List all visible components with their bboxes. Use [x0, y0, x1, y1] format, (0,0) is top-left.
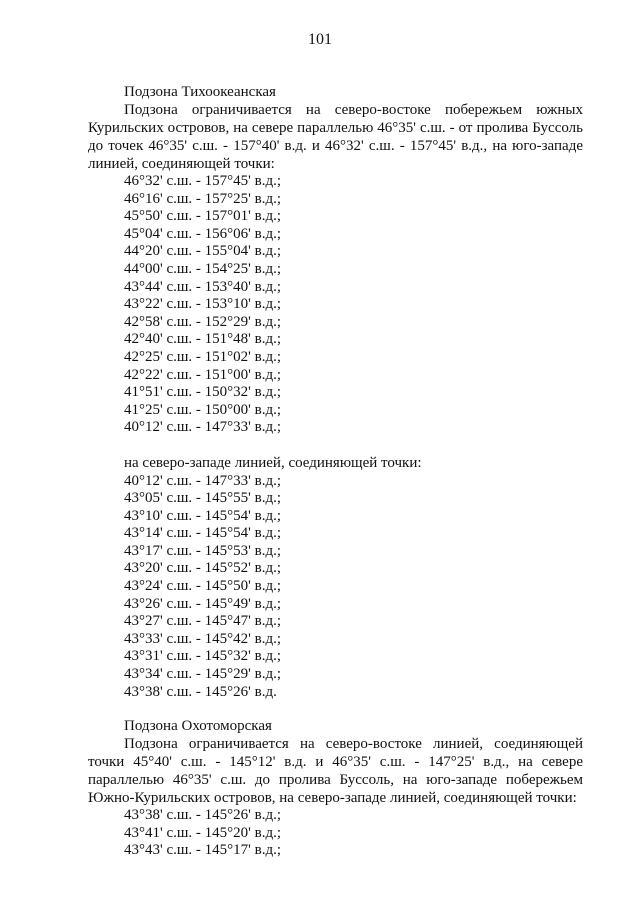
coordinate-line: 43°44' с.ш. - 153°40' в.д.; [124, 278, 281, 295]
coordinate-line: 43°22' с.ш. - 153°10' в.д.; [124, 296, 281, 313]
coordinate-list-northwest [88, 473, 583, 702]
coordinate-list-northwest [88, 807, 583, 860]
section-heading: Подзона Тихоокеанская [124, 84, 276, 100]
coordinate-line: 46°16' с.ш. - 157°25' в.д.; [124, 190, 281, 207]
coordinate-line: 43°10' с.ш. - 145°54' в.д.; [124, 507, 281, 524]
coordinate-line: 42°40' с.ш. - 151°48' в.д.; [124, 331, 281, 348]
coordinate-line: 43°41' с.ш. - 145°20' в.д.; [124, 824, 281, 841]
coordinate-line: 43°14' с.ш. - 145°54' в.д.; [124, 525, 281, 542]
coordinate-line: 43°43' с.ш. - 145°17' в.д.; [124, 842, 281, 859]
section-pacific [88, 84, 583, 701]
coordinate-line: 42°22' с.ш. - 151°00' в.д.; [124, 366, 281, 383]
coordinate-list-southwest [88, 173, 583, 437]
coordinate-line: 41°51' с.ш. - 150°32' в.д.; [124, 384, 281, 401]
document-body [88, 84, 583, 860]
section-okhotsk [88, 718, 583, 860]
coordinate-line: 45°04' с.ш. - 156°06' в.д.; [124, 225, 281, 242]
section-heading: Подзона Охотоморская [124, 718, 272, 735]
northwest-intro-line: на северо-западе линией, соединяющей точки: [124, 454, 422, 471]
coordinate-line: 43°38' с.ш. - 145°26' в.д. [124, 683, 277, 700]
coordinate-line: 40°12' с.ш. - 147°33' в.д.; [124, 472, 281, 489]
coordinate-line: 43°31' с.ш. - 145°32' в.д.; [124, 648, 281, 665]
coordinate-line: 44°20' с.ш. - 155°04' в.д.; [124, 243, 281, 260]
section-intro-paragraph: Подзона ограничивается на северо-востоке побережьем южных Курильских островов, на севере параллелью 46°35' с.ш. - от пролива Буссоль до точек 46°35' с.ш. - 157°40' в.д. и 46°32' с.ш. - 157°45' в.д., на юго-западе линией, соединяющей точки: [88, 102, 583, 172]
page-number: 101 [308, 31, 332, 48]
coordinate-line: 44°00' с.ш. - 154°25' в.д.; [124, 260, 281, 277]
coordinate-line: 43°24' с.ш. - 145°50' в.д.; [124, 578, 281, 595]
coordinate-line: 42°58' с.ш. - 152°29' в.д.; [124, 313, 281, 330]
coordinate-line: 43°34' с.ш. - 145°29' в.д.; [124, 666, 281, 683]
coordinate-line: 43°17' с.ш. - 145°53' в.д.; [124, 542, 281, 559]
coordinate-line: 43°20' с.ш. - 145°52' в.д.; [124, 560, 281, 577]
coordinate-line: 45°50' с.ш. - 157°01' в.д.; [124, 208, 281, 225]
coordinate-line: 42°25' с.ш. - 151°02' в.д.; [124, 348, 281, 365]
coordinate-line: 41°25' с.ш. - 150°00' в.д.; [124, 401, 281, 418]
coordinate-line: 43°38' с.ш. - 145°26' в.д.; [124, 807, 281, 824]
coordinate-line: 43°26' с.ш. - 145°49' в.д.; [124, 595, 281, 612]
coordinate-line: 43°05' с.ш. - 145°55' в.д.; [124, 490, 281, 507]
coordinate-line: 46°32' с.ш. - 157°45' в.д.; [124, 173, 281, 189]
coordinate-line: 43°27' с.ш. - 145°47' в.д.; [124, 613, 281, 630]
coordinate-line: 43°33' с.ш. - 145°42' в.д.; [124, 630, 281, 647]
section-intro-paragraph: Подзона ограничивается на северо-востоке линией, соединяющей точки 45°40' с.ш. - 145°12' в.д. и 46°35' с.ш. - 147°25' в.д., на севере параллелью 46°35' с.ш. до пролива Буссоль, на юго-западе побережьем Южно-Курильских островов, на северо-западе линией, соединяющей точки: [88, 736, 583, 807]
coordinate-line: 40°12' с.ш. - 147°33' в.д.; [124, 419, 281, 436]
